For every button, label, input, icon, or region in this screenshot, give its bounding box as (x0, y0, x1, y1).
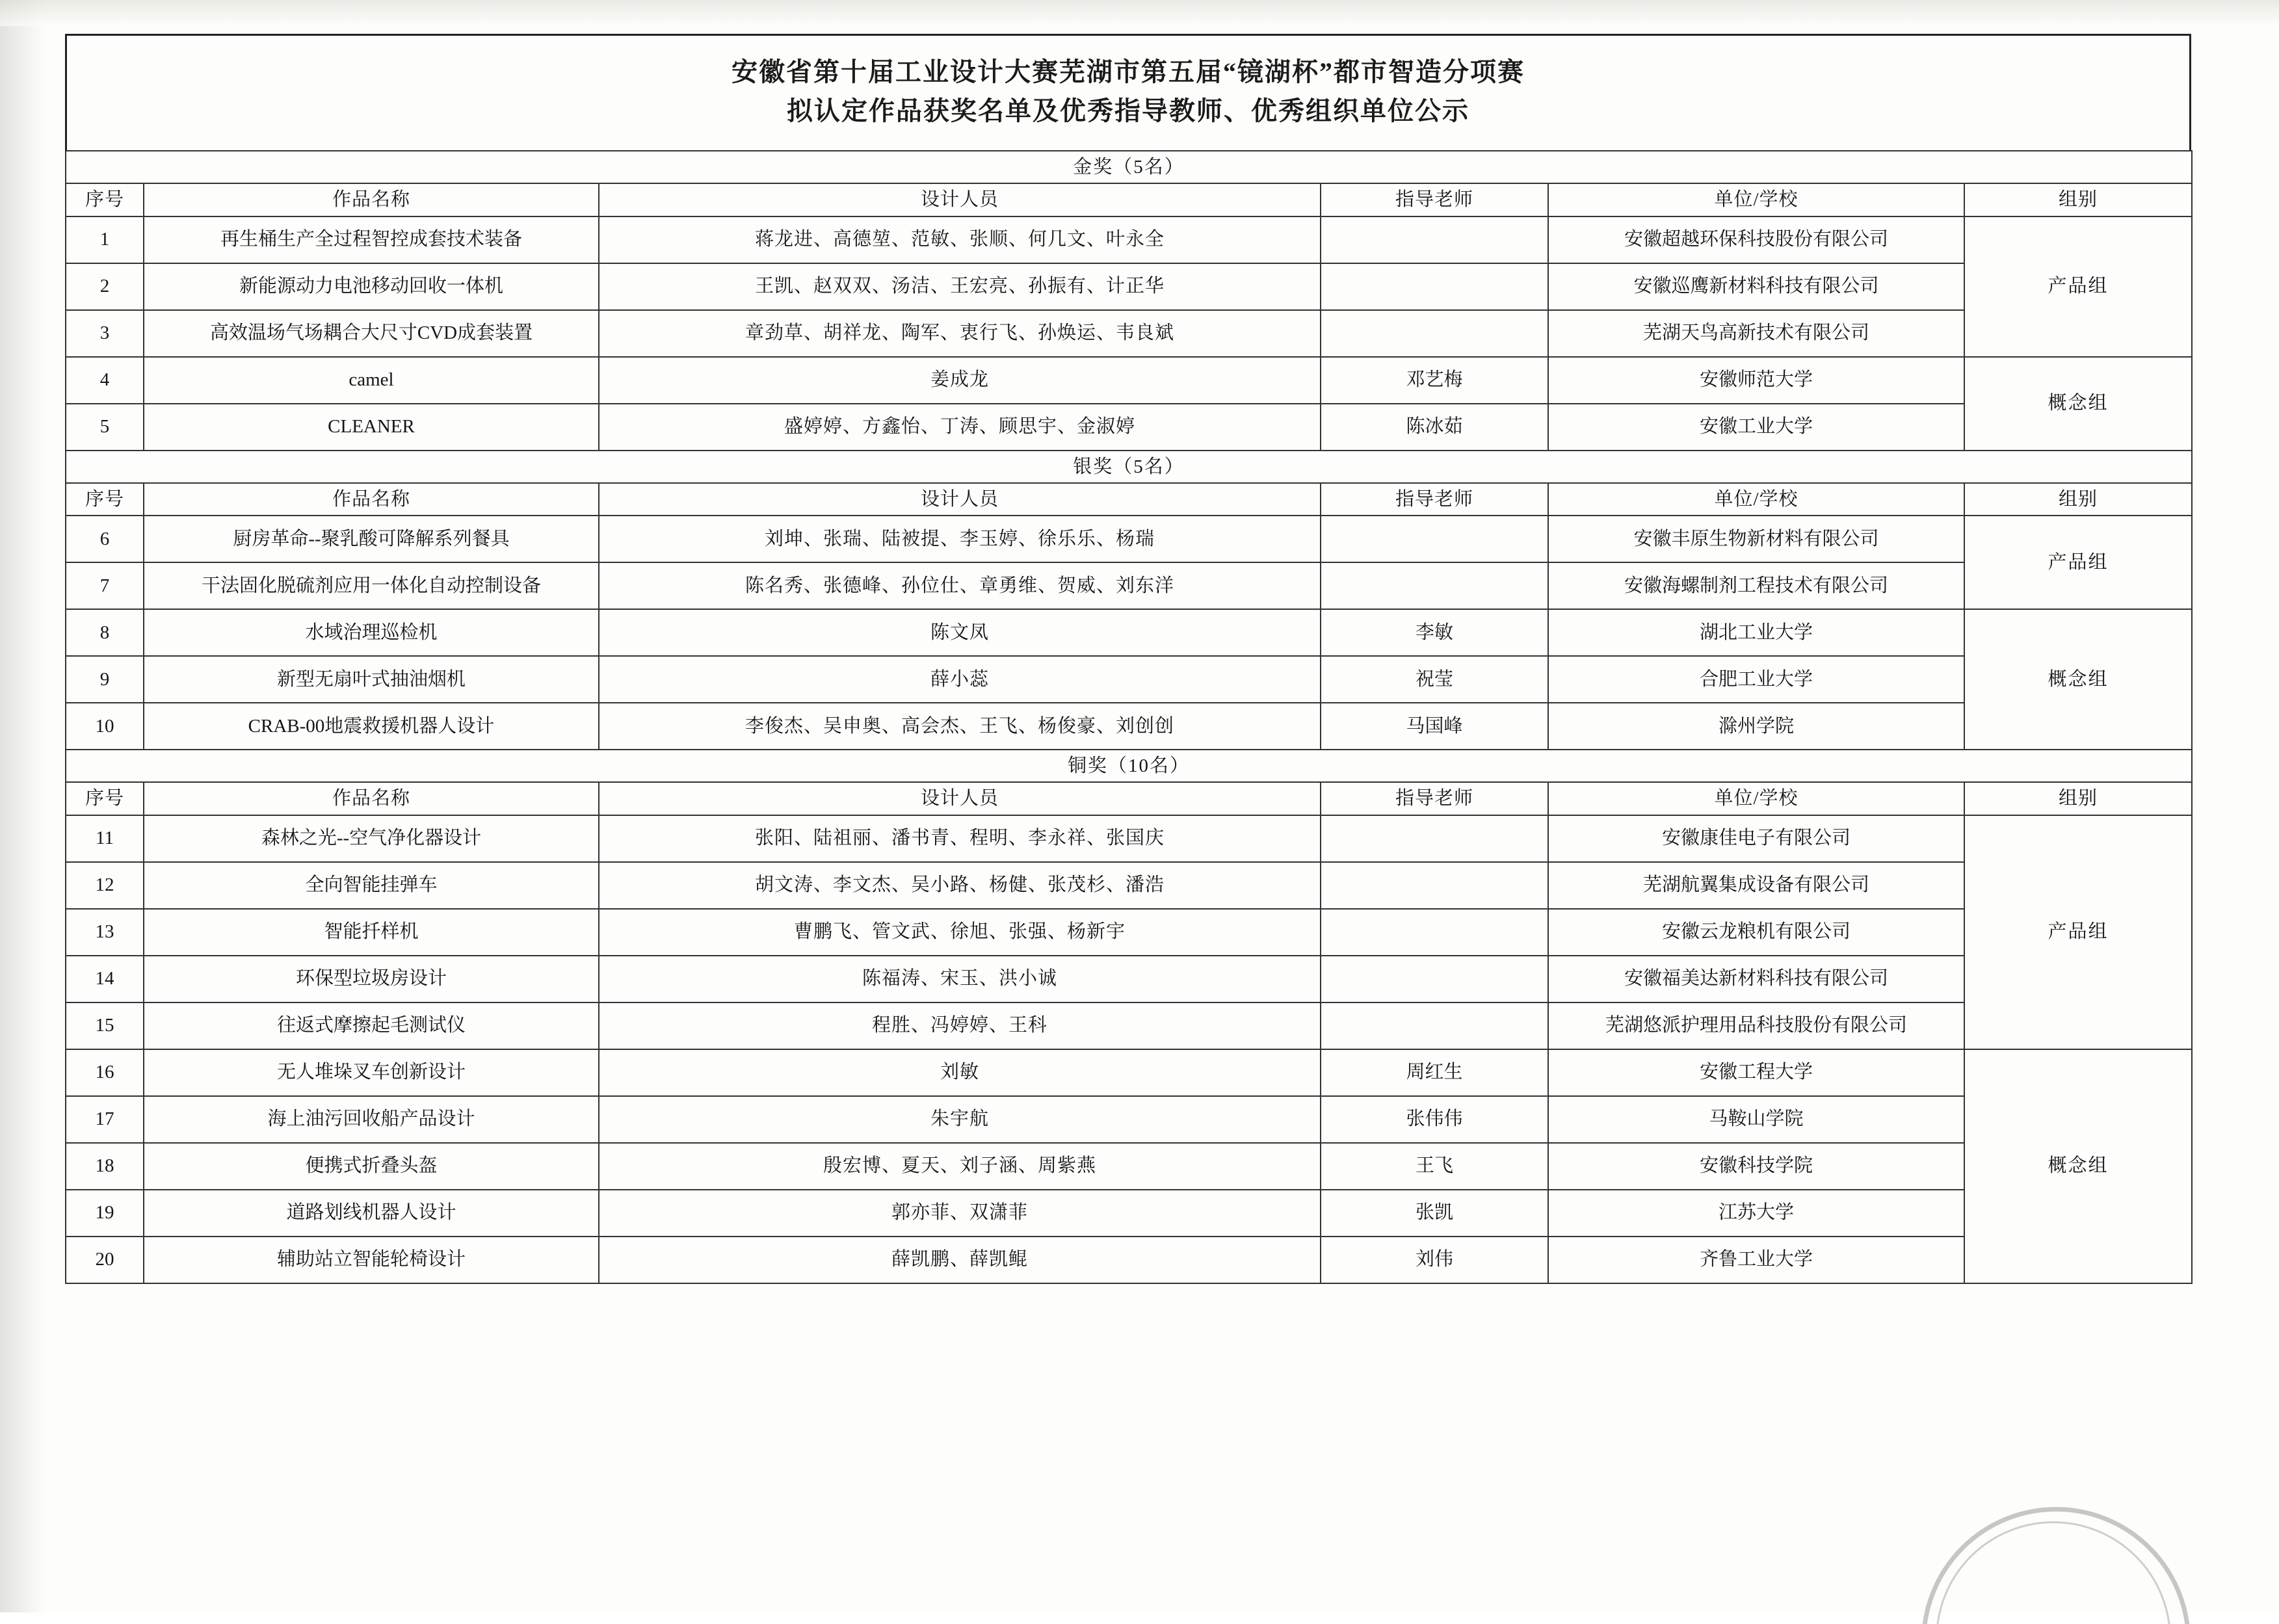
column-header-designers: 设计人员 (599, 782, 1321, 815)
cell-designers: 陈文凤 (599, 609, 1321, 656)
cell-unit: 安徽巡鹰新材料科技有限公司 (1548, 263, 1964, 310)
cell-no: 9 (66, 656, 144, 703)
table-row (66, 656, 2192, 703)
cell-work-name: 辅助站立智能轮椅设计 (144, 1237, 599, 1283)
cell-teacher (1321, 909, 1548, 956)
table-row (66, 404, 2192, 451)
cell-work-name: 智能扦样机 (144, 909, 599, 956)
table-row (66, 216, 2192, 263)
cell-designers: 张阳、陆祖丽、潘书青、程明、李永祥、张国庆 (599, 815, 1321, 862)
cell-designers: 曹鹏飞、管文武、徐旭、张强、杨新宇 (599, 909, 1321, 956)
column-header-teacher: 指导老师 (1321, 782, 1548, 815)
cell-teacher (1321, 310, 1548, 357)
cell-group: 概念组 (1964, 609, 2192, 750)
cell-designers: 薛凯鹏、薛凯鲲 (599, 1237, 1321, 1283)
cell-no: 3 (66, 310, 144, 357)
cell-group: 概念组 (1964, 1049, 2192, 1283)
table-row (66, 357, 2192, 404)
column-header-no: 序号 (66, 483, 144, 516)
cell-no: 10 (66, 703, 144, 750)
cell-teacher (1321, 815, 1548, 862)
cell-work-name: 环保型垃圾房设计 (144, 956, 599, 1002)
cell-designers: 胡文涛、李文杰、吴小路、杨健、张茂杉、潘浩 (599, 862, 1321, 909)
award-notice-document (65, 34, 2191, 1284)
cell-work-name: 全向智能挂弹车 (144, 862, 599, 909)
cell-unit: 马鞍山学院 (1548, 1096, 1964, 1143)
cell-teacher (1321, 1002, 1548, 1049)
table-row (66, 1049, 2192, 1096)
table-row (66, 956, 2192, 1002)
section-heading: 铜奖（10名） (66, 750, 2192, 782)
official-seal-watermark (1921, 1507, 2194, 1624)
scan-edge-top (0, 0, 2279, 26)
cell-group: 概念组 (1964, 357, 2192, 451)
cell-teacher: 祝莹 (1321, 656, 1548, 703)
column-header-group: 组别 (1964, 183, 2192, 216)
column-header-no: 序号 (66, 183, 144, 216)
cell-group: 产品组 (1964, 216, 2192, 357)
cell-no: 17 (66, 1096, 144, 1143)
column-header-work: 作品名称 (144, 183, 599, 216)
column-header-unit: 单位/学校 (1548, 483, 1964, 516)
table-row (66, 909, 2192, 956)
cell-no: 12 (66, 862, 144, 909)
column-header-unit: 单位/学校 (1548, 183, 1964, 216)
cell-work-name: camel (144, 357, 599, 404)
column-header-designers: 设计人员 (599, 483, 1321, 516)
cell-unit: 滁州学院 (1548, 703, 1964, 750)
cell-designers: 章劲草、胡祥龙、陶军、衷行飞、孙焕运、韦良斌 (599, 310, 1321, 357)
cell-no: 2 (66, 263, 144, 310)
scan-edge-left (0, 0, 46, 1612)
cell-teacher: 张伟伟 (1321, 1096, 1548, 1143)
cell-designers: 朱宇航 (599, 1096, 1321, 1143)
column-header-row (66, 183, 2192, 216)
cell-unit: 齐鲁工业大学 (1548, 1237, 1964, 1283)
cell-work-name: 无人堆垛叉车创新设计 (144, 1049, 599, 1096)
section-heading: 银奖（5名） (66, 451, 2192, 483)
column-header-designers: 设计人员 (599, 183, 1321, 216)
cell-designers: 薛小蕊 (599, 656, 1321, 703)
cell-unit: 江苏大学 (1548, 1190, 1964, 1237)
cell-unit: 芜湖悠派护理用品科技股份有限公司 (1548, 1002, 1964, 1049)
cell-designers: 殷宏博、夏天、刘子涵、周紫燕 (599, 1143, 1321, 1190)
cell-group: 产品组 (1964, 516, 2192, 609)
cell-no: 20 (66, 1237, 144, 1283)
cell-unit: 合肥工业大学 (1548, 656, 1964, 703)
cell-unit: 芜湖天鸟高新技术有限公司 (1548, 310, 1964, 357)
column-header-group: 组别 (1964, 782, 2192, 815)
column-header-work: 作品名称 (144, 483, 599, 516)
cell-unit: 安徽丰原生物新材料有限公司 (1548, 516, 1964, 562)
table-row (66, 562, 2192, 609)
cell-teacher (1321, 516, 1548, 562)
section-heading: 金奖（5名） (66, 151, 2192, 183)
table-row (66, 862, 2192, 909)
cell-teacher (1321, 263, 1548, 310)
column-header-unit: 单位/学校 (1548, 782, 1964, 815)
cell-no: 8 (66, 609, 144, 656)
title-line-1: 安徽省第十届工业设计大赛芜湖市第五届“镜湖杯”都市智造分项赛 (731, 57, 1525, 86)
cell-designers: 刘坤、张瑞、陆被提、李玉婷、徐乐乐、杨瑞 (599, 516, 1321, 562)
table-row (66, 1237, 2192, 1283)
title-line-2: 拟认定作品获奖名单及优秀指导教师、优秀组织单位公示 (787, 96, 1469, 125)
cell-group: 产品组 (1964, 815, 2192, 1049)
cell-designers: 盛婷婷、方鑫怡、丁涛、顾思宇、金淑婷 (599, 404, 1321, 451)
cell-designers: 李俊杰、吴申奥、高会杰、王飞、杨俊豪、刘创创 (599, 703, 1321, 750)
document-title (65, 34, 2191, 150)
cell-unit: 湖北工业大学 (1548, 609, 1964, 656)
cell-no: 18 (66, 1143, 144, 1190)
cell-designers: 程胜、冯婷婷、王科 (599, 1002, 1321, 1049)
column-header-no: 序号 (66, 782, 144, 815)
cell-no: 15 (66, 1002, 144, 1049)
cell-teacher: 陈冰茹 (1321, 404, 1548, 451)
cell-work-name: 森林之光--空气净化器设计 (144, 815, 599, 862)
table-row (66, 1143, 2192, 1190)
column-header-teacher: 指导老师 (1321, 483, 1548, 516)
table-row (66, 703, 2192, 750)
section-heading-row (66, 750, 2192, 782)
section-heading-row (66, 451, 2192, 483)
cell-work-name: 海上油污回收船产品设计 (144, 1096, 599, 1143)
cell-designers: 陈名秀、张德峰、孙位仕、章勇维、贺威、刘东洋 (599, 562, 1321, 609)
cell-no: 14 (66, 956, 144, 1002)
cell-work-name: 高效温场气场耦合大尺寸CVD成套装置 (144, 310, 599, 357)
column-header-row (66, 782, 2192, 815)
cell-designers: 姜成龙 (599, 357, 1321, 404)
cell-work-name: CLEANER (144, 404, 599, 451)
column-header-work: 作品名称 (144, 782, 599, 815)
cell-unit: 安徽康佳电子有限公司 (1548, 815, 1964, 862)
cell-work-name: 道路划线机器人设计 (144, 1190, 599, 1237)
cell-teacher: 马国峰 (1321, 703, 1548, 750)
cell-work-name: CRAB-00地震救援机器人设计 (144, 703, 599, 750)
cell-designers: 陈福涛、宋玉、洪小诚 (599, 956, 1321, 1002)
awards-table (65, 150, 2193, 1284)
cell-no: 11 (66, 815, 144, 862)
cell-designers: 郭亦菲、双潇菲 (599, 1190, 1321, 1237)
section-heading-row (66, 151, 2192, 183)
column-header-teacher: 指导老师 (1321, 183, 1548, 216)
cell-unit: 安徽工程大学 (1548, 1049, 1964, 1096)
cell-teacher (1321, 862, 1548, 909)
cell-unit: 安徽科技学院 (1548, 1143, 1964, 1190)
table-row (66, 310, 2192, 357)
cell-no: 7 (66, 562, 144, 609)
column-header-row (66, 483, 2192, 516)
cell-no: 16 (66, 1049, 144, 1096)
cell-unit: 安徽超越环保科技股份有限公司 (1548, 216, 1964, 263)
cell-designers: 王凯、赵双双、汤洁、王宏亮、孙振有、计正华 (599, 263, 1321, 310)
cell-teacher: 刘伟 (1321, 1237, 1548, 1283)
cell-unit: 安徽福美达新材料科技有限公司 (1548, 956, 1964, 1002)
cell-work-name: 新能源动力电池移动回收一体机 (144, 263, 599, 310)
cell-no: 19 (66, 1190, 144, 1237)
cell-teacher: 周红生 (1321, 1049, 1548, 1096)
cell-no: 1 (66, 216, 144, 263)
cell-teacher: 李敏 (1321, 609, 1548, 656)
cell-teacher: 王飞 (1321, 1143, 1548, 1190)
cell-work-name: 厨房革命--聚乳酸可降解系列餐具 (144, 516, 599, 562)
cell-no: 13 (66, 909, 144, 956)
cell-teacher: 张凯 (1321, 1190, 1548, 1237)
table-row (66, 263, 2192, 310)
cell-unit: 安徽工业大学 (1548, 404, 1964, 451)
cell-work-name: 往返式摩擦起毛测试仪 (144, 1002, 599, 1049)
cell-work-name: 干法固化脱硫剂应用一体化自动控制设备 (144, 562, 599, 609)
cell-work-name: 便携式折叠头盔 (144, 1143, 599, 1190)
cell-unit: 芜湖航翼集成设备有限公司 (1548, 862, 1964, 909)
cell-designers: 蒋龙进、高德堃、范敏、张顺、何几文、叶永全 (599, 216, 1321, 263)
cell-work-name: 新型无扇叶式抽油烟机 (144, 656, 599, 703)
cell-work-name: 水域治理巡检机 (144, 609, 599, 656)
cell-no: 4 (66, 357, 144, 404)
cell-teacher (1321, 216, 1548, 263)
column-header-group: 组别 (1964, 483, 2192, 516)
table-row (66, 516, 2192, 562)
cell-no: 5 (66, 404, 144, 451)
cell-teacher (1321, 562, 1548, 609)
cell-unit: 安徽海螺制剂工程技术有限公司 (1548, 562, 1964, 609)
cell-unit: 安徽师范大学 (1548, 357, 1964, 404)
table-row (66, 1190, 2192, 1237)
table-row (66, 1002, 2192, 1049)
table-row (66, 609, 2192, 656)
cell-unit: 安徽云龙粮机有限公司 (1548, 909, 1964, 956)
cell-designers: 刘敏 (599, 1049, 1321, 1096)
table-row (66, 815, 2192, 862)
cell-teacher: 邓艺梅 (1321, 357, 1548, 404)
cell-teacher (1321, 956, 1548, 1002)
cell-work-name: 再生桶生产全过程智控成套技术装备 (144, 216, 599, 263)
table-row (66, 1096, 2192, 1143)
cell-no: 6 (66, 516, 144, 562)
